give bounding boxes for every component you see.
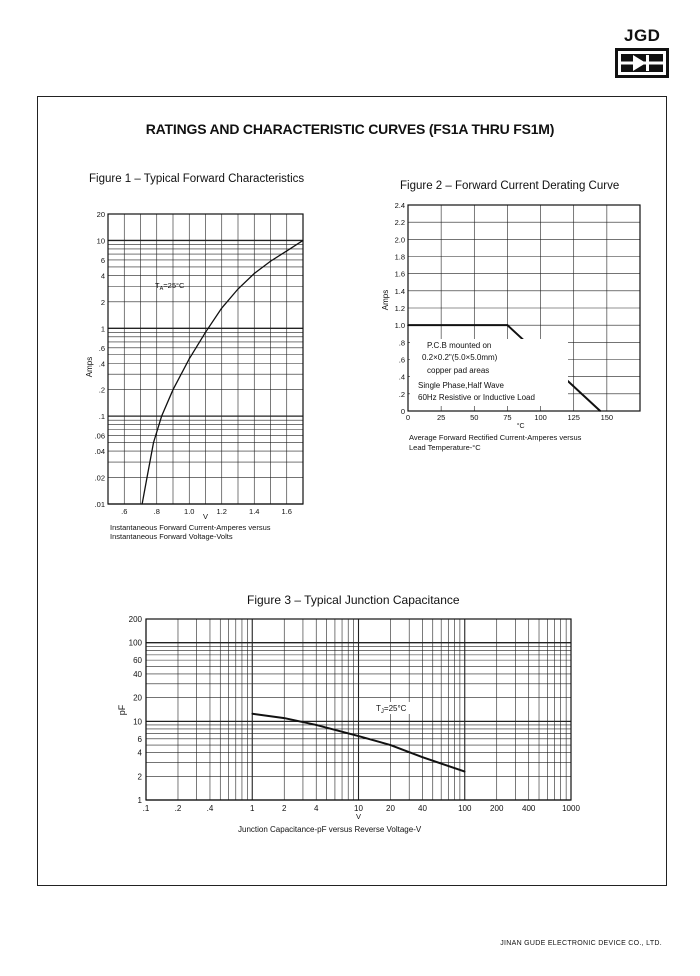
footer-company: JINAN GUDE ELECTRONIC DEVICE CO., LTD. [500, 940, 662, 947]
x-tick-label: .2 [174, 804, 182, 813]
x-tick-label: .8 [153, 507, 160, 516]
y-tick-label: .02 [94, 473, 105, 483]
y-tick-label: .01 [94, 500, 105, 509]
y-tick-label: 6 [137, 734, 142, 744]
data-point [251, 713, 253, 715]
chart-note: P.C.B mounted on [427, 341, 492, 350]
chart-note: copper pad areas [427, 366, 490, 375]
y-tick-label: .2 [398, 389, 405, 399]
y-tick-label: 1.0 [394, 321, 405, 331]
x-tick-label: 150 [600, 413, 614, 422]
figure3-title: Figure 3 – Typical Junction Capacitance [247, 593, 460, 607]
y-tick-label: .4 [98, 359, 105, 369]
y-tick-label: 60 [133, 656, 142, 666]
y-tick-label: 1 [100, 324, 105, 334]
x-tick-label: 50 [470, 413, 479, 422]
y-axis-label: pF [117, 704, 127, 716]
y-tick-label: 100 [128, 638, 142, 648]
x-tick-label: 125 [567, 413, 580, 422]
y-tick-label: 40 [133, 669, 142, 679]
x-tick-label: 75 [503, 413, 512, 422]
x-tick-label: 2 [282, 804, 287, 813]
x-tick-label: 200 [490, 804, 504, 813]
data-point [315, 724, 317, 726]
x-axis-label: V [202, 512, 209, 521]
x-axis-label: °C [516, 423, 525, 430]
x-tick-label: 1.0 [184, 507, 195, 516]
y-tick-label: 20 [133, 693, 142, 703]
y-tick-label: 4 [137, 748, 142, 758]
y-axis-label: Amps [381, 289, 390, 311]
y-tick-label: 6 [100, 255, 105, 265]
y-tick-label: 1 [137, 796, 142, 805]
x-tick-label: 100 [534, 413, 547, 422]
y-tick-label: .06 [94, 431, 105, 441]
y-tick-label: .4 [398, 372, 405, 382]
temperature-annotation: $T_A=25^\circ C$ [155, 281, 185, 292]
x-tick-label: 400 [522, 804, 536, 813]
x-tick-label: 1.2 [216, 507, 227, 516]
figure2-title: Figure 2 – Forward Current Derating Curve [400, 180, 620, 192]
caption-line: Lead Temperature-°C [409, 443, 481, 452]
y-tick-label: .2 [98, 385, 105, 395]
x-tick-label: .6 [121, 507, 128, 516]
y-tick-label: .6 [98, 343, 105, 353]
x-tick-label: 20 [386, 804, 395, 813]
y-tick-label: 1.8 [394, 252, 405, 262]
y-tick-label: 4 [100, 271, 105, 281]
x-tick-label: 4 [313, 804, 319, 813]
data-point [422, 756, 424, 758]
caption-line: Instantaneous Forward Current-Amperes versus [110, 523, 271, 532]
chart-note: 60Hz Resistive or Inductive Load [418, 393, 535, 402]
x-tick-label: 1000 [562, 804, 580, 813]
chart-note: Single Phase,Half Wave [418, 381, 504, 390]
y-tick-label: 1.4 [394, 286, 405, 296]
x-tick-label: 0 [405, 413, 411, 422]
x-axis-label: V [355, 812, 362, 821]
data-point [390, 744, 392, 746]
y-tick-label: .1 [98, 412, 105, 422]
data-point [464, 771, 466, 773]
y-tick-label: 200 [128, 615, 142, 624]
y-tick-label: 1.6 [394, 269, 405, 279]
y-tick-label: 2 [137, 772, 142, 782]
y-tick-label: 2.0 [394, 235, 405, 245]
y-tick-label: 10 [133, 717, 142, 727]
data-point [358, 735, 360, 737]
y-tick-label: 10 [96, 236, 105, 246]
page-title: RATINGS AND CHARACTERISTIC CURVES (FS1A THRU FS1M) [145, 121, 555, 137]
temperature-annotation: $T_J=25^\circ C$ [376, 704, 407, 715]
x-tick-label: 25 [436, 413, 446, 422]
x-tick-label: .1 [142, 804, 150, 813]
logo-text: JGD [624, 26, 661, 45]
caption-line: Average Forward Rectified Current-Amperes versus [409, 433, 582, 442]
figure1-title: Figure 1 – Typical Forward Characteristics [89, 173, 305, 185]
y-tick-label: .6 [398, 355, 405, 365]
x-tick-label: 1.4 [249, 507, 260, 516]
y-tick-label: 0 [400, 407, 405, 416]
x-tick-label: 10 [354, 804, 363, 813]
chart-note: 0.2×0.2"(5.0×5.0mm) [422, 353, 498, 362]
x-tick-label: 1.6 [281, 507, 292, 516]
x-tick-label: 1 [250, 804, 255, 813]
y-axis-label: Amps [85, 356, 94, 378]
x-tick-label: .4 [206, 804, 214, 813]
y-tick-label: .8 [398, 338, 405, 348]
y-tick-label: 20 [96, 210, 105, 219]
y-tick-label: .04 [94, 447, 105, 457]
y-tick-label: 2.4 [394, 201, 405, 210]
x-tick-label: 40 [418, 804, 427, 813]
y-tick-label: 1.2 [394, 304, 405, 313]
y-tick-label: 2.2 [394, 218, 405, 228]
caption-line: Junction Capacitance-pF versus Reverse Voltage-V [238, 825, 422, 834]
caption-line: Instantaneous Forward Voltage-Volts [110, 532, 233, 541]
x-tick-label: 100 [458, 804, 472, 813]
data-point [283, 717, 285, 719]
y-tick-label: 2 [100, 297, 105, 307]
